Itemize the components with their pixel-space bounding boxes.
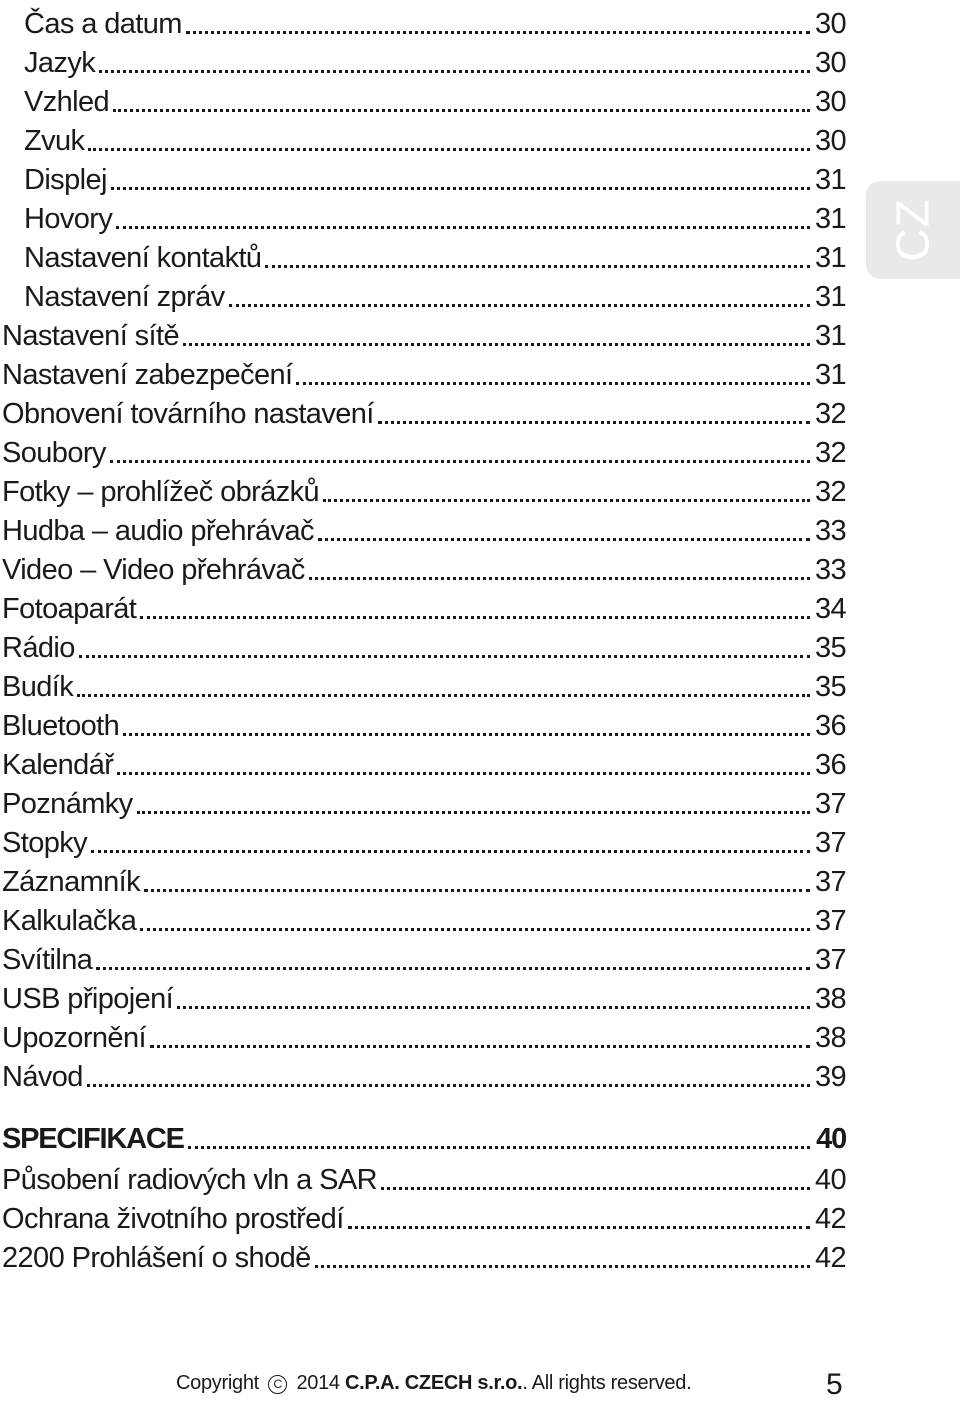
toc-entry [2, 1157, 846, 1197]
toc-entry-title: Nastavení zabezpečení [2, 359, 293, 391]
toc-entry [24, 118, 846, 158]
toc-leader-dots [188, 1146, 810, 1149]
toc-entry-title: Video – Video přehrávač [2, 554, 305, 586]
toc-entry-title: Nastavení sítě [2, 320, 179, 352]
toc-leader-dots [318, 538, 810, 541]
toc-entry-page: 37 [814, 944, 846, 976]
toc-leader-dots [309, 577, 810, 580]
copyright-label: Copyright [176, 1372, 259, 1394]
toc-entry-page: 30 [814, 86, 846, 118]
toc-entry [2, 664, 846, 704]
toc-entry-page: 37 [814, 827, 846, 859]
toc-entry-page: 30 [814, 125, 846, 157]
toc-entry [2, 937, 846, 977]
toc-entry [2, 1196, 846, 1236]
toc-entry [2, 469, 846, 509]
toc-entry-page: 37 [814, 788, 846, 820]
toc-entry-page: 42 [814, 1203, 846, 1235]
toc-entry [2, 586, 846, 626]
toc-entry [2, 976, 846, 1016]
toc-entry [24, 40, 846, 80]
toc-entry [2, 703, 846, 743]
toc-leader-dots [140, 616, 810, 619]
toc-leader-dots [96, 967, 810, 970]
toc-leader-dots [183, 343, 810, 346]
toc-entry [2, 1235, 846, 1275]
toc-entry-title: Vzhled [24, 86, 110, 118]
toc-entry-page: 31 [814, 359, 846, 391]
toc-leader-dots [117, 772, 810, 775]
toc-entry-page: 37 [814, 866, 846, 898]
toc-entry-title: Fotky – prohlížeč obrázků [2, 476, 320, 508]
toc-entry-page: 31 [814, 281, 846, 313]
toc-section-heading [2, 1116, 846, 1156]
toc-entry-title: Hudba – audio přehrávač [2, 515, 314, 547]
toc-entry [2, 781, 846, 821]
toc-leader-dots [87, 1084, 810, 1087]
toc-entry [2, 742, 846, 782]
toc-entry-page: 30 [814, 8, 846, 40]
toc-entry-title: USB připojení [2, 983, 174, 1015]
toc-entry-page: 32 [814, 398, 846, 430]
toc-entry-page: 32 [814, 476, 846, 508]
toc-entry-title: Hovory [24, 203, 113, 235]
toc-entry-page: 34 [814, 593, 846, 625]
toc-leader-dots [323, 499, 810, 502]
toc-entry [24, 196, 846, 236]
toc-leader-dots [140, 928, 810, 931]
toc-leader-dots [186, 31, 810, 34]
toc-entry [2, 430, 846, 470]
language-tab [866, 181, 960, 279]
toc-leader-dots [88, 148, 810, 151]
toc-entry-title: Nastavení kontaktů [24, 242, 262, 274]
toc-entry-title: Svítilna [2, 944, 93, 976]
toc-entry [2, 1054, 846, 1094]
toc-leader-dots [91, 850, 810, 853]
toc-entry [2, 898, 846, 938]
toc-entry-page: 30 [814, 47, 846, 79]
toc-entry-page: 38 [814, 1022, 846, 1054]
toc-entry-title: Displej [24, 164, 107, 196]
toc-entry [2, 859, 846, 899]
toc-leader-dots [137, 811, 810, 814]
page-number: 5 [826, 1368, 843, 1401]
copyright-icon: C [268, 1375, 287, 1394]
toc-entry-title: Ochrana životního prostředí [2, 1203, 344, 1235]
toc-entry-title: Poznámky [2, 788, 133, 820]
toc-entry-title: 2200 Prohlášení o shodě [2, 1242, 311, 1274]
toc-entry [24, 79, 846, 119]
toc-entry-page: 36 [814, 710, 846, 742]
toc-entry-title: Kalendář [2, 749, 114, 781]
toc-entry-page: 31 [814, 320, 846, 352]
toc-leader-dots [123, 733, 810, 736]
toc-entry-title: Upozornění [2, 1022, 146, 1054]
toc-leader-dots [144, 889, 810, 892]
toc-leader-dots [113, 109, 810, 112]
toc-entry [2, 1015, 846, 1055]
toc-entry-title: Působení radiových vln a SAR [2, 1164, 377, 1196]
toc-entry-title: Čas a datum [24, 8, 182, 40]
toc-entry-title: Návod [2, 1061, 83, 1093]
toc-leader-dots [177, 1006, 810, 1009]
toc-leader-dots [378, 421, 810, 424]
toc-entry-page: 35 [814, 632, 846, 664]
toc-entry [24, 274, 846, 314]
footer [176, 1372, 691, 1404]
toc-entry-page: 31 [814, 242, 846, 274]
toc-entry-page: 40 [816, 1123, 846, 1155]
toc-leader-dots [265, 265, 810, 268]
toc-leader-dots [116, 226, 810, 229]
toc-entry-page: 39 [814, 1061, 846, 1093]
company-name: C.P.A. CZECH s.r.o. [345, 1372, 523, 1394]
toc-entry [2, 313, 846, 353]
toc-entry [2, 820, 846, 860]
toc-leader-dots [99, 70, 810, 73]
toc-leader-dots [348, 1226, 810, 1229]
toc-entry-page: 32 [814, 437, 846, 469]
toc-entry-title: Soubory [2, 437, 106, 469]
toc-entry-title: Jazyk [24, 47, 96, 79]
toc-entry [2, 391, 846, 431]
toc-entry-page: 36 [814, 749, 846, 781]
toc-leader-dots [79, 655, 810, 658]
toc-entry-page: 40 [814, 1164, 846, 1196]
toc-leader-dots [315, 1265, 810, 1268]
toc-leader-dots [296, 382, 810, 385]
toc-entry-page: 37 [814, 905, 846, 937]
toc-entry-title: Zvuk [24, 125, 85, 157]
toc-entry [2, 352, 846, 392]
toc-entry-page: 31 [814, 203, 846, 235]
toc-leader-dots [111, 187, 810, 190]
toc-entry [2, 625, 846, 665]
toc-entry-page: 42 [814, 1242, 846, 1274]
toc-entry-page: 33 [814, 515, 846, 547]
toc-entry-page: 33 [814, 554, 846, 586]
toc-leader-dots [150, 1045, 810, 1048]
toc-entry-title: Rádio [2, 632, 75, 664]
toc-entry-page: 35 [814, 671, 846, 703]
toc-entry-title: Bluetooth [2, 710, 120, 742]
toc-entry [24, 235, 846, 275]
copyright-year: 2014 [296, 1372, 340, 1394]
toc-leader-dots [229, 304, 810, 307]
toc-entry-title: Stopky [2, 827, 88, 859]
toc-entry [24, 1, 846, 41]
toc-leader-dots [77, 694, 810, 697]
toc-entry-title: Nastavení zpráv [24, 281, 225, 313]
toc-entry-title: SPECIFIKACE [2, 1123, 184, 1155]
toc-entry [2, 508, 846, 548]
toc-leader-dots [110, 460, 810, 463]
language-tab-label: CZ [886, 198, 939, 262]
toc-entry-title: Záznamník [2, 866, 141, 898]
toc-entry-title: Kalkulačka [2, 905, 137, 937]
toc-entry-title: Obnovení továrního nastavení [2, 398, 374, 430]
rights-text: . All rights reserved. [522, 1372, 692, 1394]
toc-entry-title: Budík [2, 671, 74, 703]
toc-entry-title: Fotoaparát [2, 593, 137, 625]
toc-entry [2, 547, 846, 587]
toc-entry-page: 38 [814, 983, 846, 1015]
toc-leader-dots [381, 1187, 810, 1190]
toc-entry [24, 157, 846, 197]
toc-entry-page: 31 [814, 164, 846, 196]
